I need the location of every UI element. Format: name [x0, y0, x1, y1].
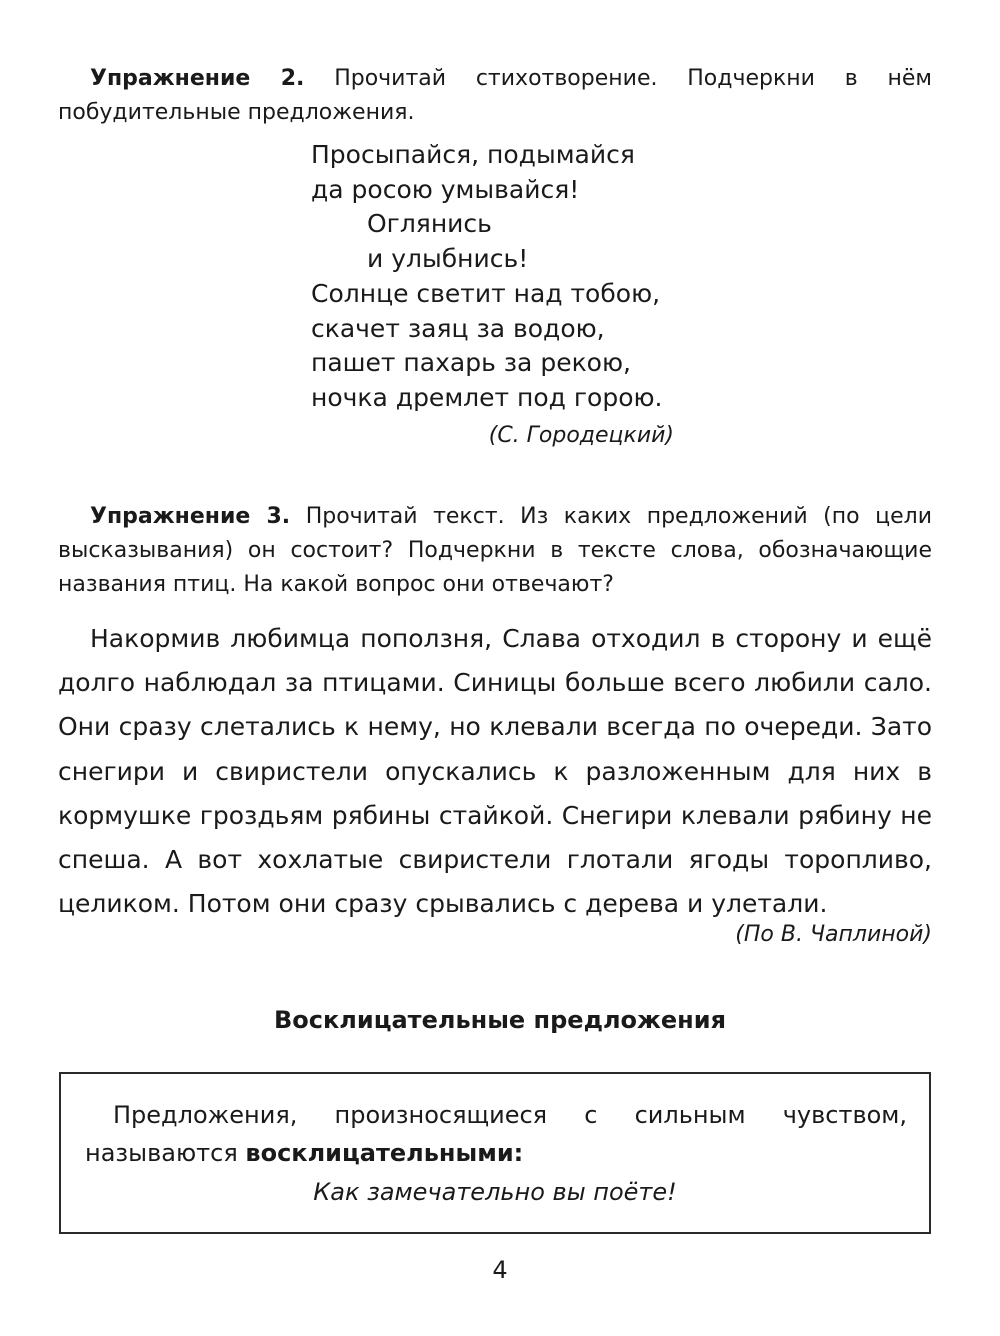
rule-box: [59, 1072, 931, 1234]
poem: [311, 138, 731, 416]
exercise-3-instruction: [58, 500, 932, 602]
exercise-3-text: Прочитай текст. Из каких предложений (по цели высказывания) он состоит? Подчеркни в тексте слова, обозначающие названия птиц. На какой вопрос они отвечают?: [58, 504, 932, 597]
rule-text: [85, 1096, 907, 1172]
poem-line: пашет пахарь за рекою,: [311, 348, 631, 378]
rule-example: Как замечательно вы поёте!: [313, 1178, 677, 1206]
poem-line: скачет заяц за водою,: [311, 313, 605, 343]
exercise-2-instruction: [58, 62, 932, 130]
poem-line: ночка дремлет под горою.: [311, 382, 663, 412]
poem-line: и улыбнись!: [367, 244, 529, 274]
rule-term: восклицательными:: [245, 1139, 524, 1167]
poem-line: да росою умывайся!: [311, 174, 580, 204]
exercise-2-label: Упражнение 2.: [90, 66, 305, 91]
story-author: (По В. Чаплиной): [735, 922, 932, 947]
section-title: Восклицательные предложения: [274, 1006, 726, 1034]
poem-line: Солнце светит над тобою,: [311, 278, 661, 308]
exercise-2-text: Прочитай стихотворение. Подчеркни в нём побудительные предложения.: [58, 66, 932, 125]
story-text: Накормив любимца поползня, Слава отходил в сторону и ещё долго наблюдал за птицами. Синицы больше всего любили сало. Они сразу слетались к нему, но клевали всегда по очереди. Зато снегири и свиристели опускались к разложенным для них в кормушке гроздьям рябины стайкой. Снегири клевали рябину не спеша. А вот хохлатые свиристели глотали ягоды торопливо, целиком. Потом они сразу срывались с дерева и улетали.: [58, 624, 932, 919]
poem-line: Оглянись: [367, 209, 492, 239]
exercise-3-label: Упражнение 3.: [90, 504, 291, 529]
poem-line: Просыпайся, подымайся: [311, 140, 635, 169]
poem-author: (С. Городецкий): [488, 423, 674, 448]
rule-text-main: Предложения, произносящиеся с сильным чувством, называются: [85, 1101, 907, 1167]
page-number: 4: [492, 1256, 508, 1284]
